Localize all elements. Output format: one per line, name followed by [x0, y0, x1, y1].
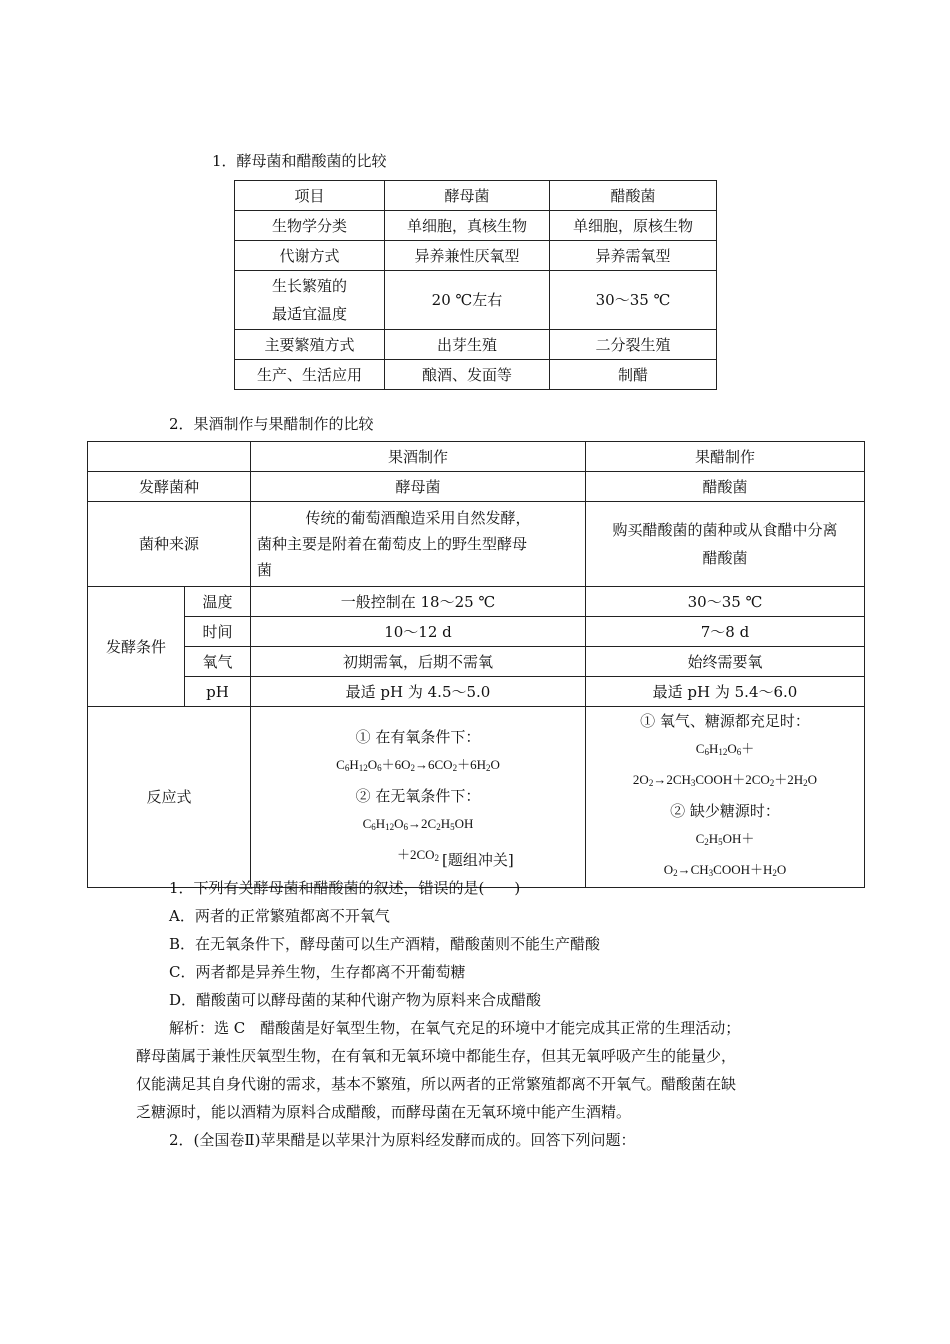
table-row [88, 587, 865, 617]
table-cell: 30～35 ℃ [550, 271, 717, 330]
table-row [88, 502, 865, 587]
table-cell: 10～12 d [251, 617, 586, 647]
table-cell [586, 502, 865, 587]
table-cell: 二分裂生殖 [550, 330, 717, 360]
analysis-line: 仅能满足其自身代谢的需求，基本不繁殖，所以两者的正常繁殖都离不开氧气。醋酸菌在缺 [136, 1075, 737, 1093]
reaction-cell [586, 707, 865, 888]
empty-corner-cell [88, 442, 251, 472]
table-header-cell: 醋酸菌 [550, 181, 717, 211]
table-header-cell: 果醋制作 [586, 442, 865, 472]
row-label: 发酵条件 [88, 587, 185, 707]
analysis-line: 乏糖源时，能以酒精为原料合成醋酸，而酵母菌在无氧环境中能产生酒精。 [136, 1103, 632, 1121]
row-label-line: 生长繁殖的 [271, 277, 347, 295]
table-cell: 异养需氧型 [550, 241, 717, 271]
table-cell [251, 502, 586, 587]
row-label: 主要繁殖方式 [235, 330, 385, 360]
option-c: C．两者都是异养生物，生存都离不开葡萄糖 [169, 963, 466, 981]
table-cell: 最适 pH 为 4.5～5.0 [251, 677, 586, 707]
table-header-cell: 酵母菌 [385, 181, 550, 211]
table-cell: 7～8 d [586, 617, 865, 647]
row-label: 代谢方式 [235, 241, 385, 271]
table-cell: 初期需氧，后期不需氧 [251, 647, 586, 677]
row-label-line: 最适宜温度 [271, 305, 347, 323]
reaction-cell [251, 707, 586, 888]
table-cell: 单细胞，原核生物 [550, 211, 717, 241]
reaction-line: ① 在有氧条件下： $C_6H_{12}O_6+6O_2\to 6CO_2+6H_2O$ [336, 727, 500, 773]
table-cell: 醋酸菌 [586, 472, 865, 502]
row-label: 菌种来源 [88, 502, 251, 587]
table-header-cell: 项目 [235, 181, 385, 211]
reaction-line: $+2CO_2$ [396, 846, 440, 863]
row-label: 发酵菌种 [88, 472, 251, 502]
table-row [235, 271, 717, 330]
table-cell: 最适 pH 为 5.4～6.0 [586, 677, 865, 707]
cell-line: 购买醋酸菌的菌种或从食醋中分离 [612, 521, 838, 539]
sub-label: 氧气 [185, 647, 251, 677]
table-row [88, 647, 865, 677]
table-row [235, 360, 717, 390]
table-cell: 制醋 [550, 360, 717, 390]
option-b: B．在无氧条件下，酵母菌可以生产酒精，醋酸菌则不能生产醋酸 [169, 935, 601, 953]
table-cell: 20 ℃左右 [385, 271, 550, 330]
section2-heading: 2．果酒制作与果醋制作的比较 [169, 415, 374, 433]
option-a: A．两者的正常繁殖都离不开氧气 [169, 907, 390, 925]
row-label: 生产、生活应用 [235, 360, 385, 390]
practice-title: [题组冲关] [442, 851, 514, 869]
sub-label: 时间 [185, 617, 251, 647]
table-cell: 酿酒、发面等 [385, 360, 550, 390]
table-row [235, 330, 717, 360]
row-label: 生物学分类 [235, 211, 385, 241]
table-row [88, 472, 865, 502]
row-label: 反应式 [88, 707, 251, 888]
analysis-line: 解析：选 C 醋酸菌是好氧型生物，在氧气充足的环境中才能完成其正常的生理活动； [169, 1019, 741, 1037]
reaction-line: ① 氧气、糖源都充足时： $C_6H_{12}O_6+$ [640, 712, 810, 757]
yeast-aceto-comparison-table [234, 180, 717, 390]
table-row [88, 677, 865, 707]
wine-vinegar-comparison-table [87, 441, 865, 888]
option-d: D．醋酸菌可以酵母菌的某种代谢产物为原料来合成醋酸 [169, 991, 542, 1009]
question-1: 1．下列有关酵母菌和醋酸菌的叙述，错误的是( ) [169, 879, 521, 897]
table-cell: 单细胞，真核生物 [385, 211, 550, 241]
table-cell: 始终需要氧 [586, 647, 865, 677]
sub-label: 温度 [185, 587, 251, 617]
table-header-row [88, 442, 865, 472]
table-row [88, 617, 865, 647]
table-cell: 30～35 ℃ [586, 587, 865, 617]
question-2: 2．(全国卷Ⅱ)苹果醋是以苹果汁为原料经发酵而成的。回答下列问题： [169, 1131, 636, 1149]
reaction-line: $2O_2\to 2CH_3COOH+2CO_2+2H_2O$ [632, 772, 818, 788]
table-cell: 酵母菌 [251, 472, 586, 502]
section1-heading: 1．酵母菌和醋酸菌的比较 [212, 152, 387, 170]
reaction-line: ② 缺少糖源时： $C_2H_5OH+$ [670, 802, 780, 847]
cell-line: 菌种主要是附着在葡萄皮上的野生型酵母 [257, 535, 528, 553]
reaction-line: $O_2\to CH_3COOH+H_2O$ [663, 862, 787, 878]
cell-line: 醋酸菌 [702, 549, 748, 567]
table-header-cell: 果酒制作 [251, 442, 586, 472]
table-cell: 异养兼性厌氧型 [385, 241, 550, 271]
cell-line: 传统的葡萄酒酿造采用自然发酵， [305, 509, 531, 527]
sub-label: pH [185, 677, 251, 707]
table-cell: 一般控制在 18～25 ℃ [251, 587, 586, 617]
cell-line: 菌 [257, 561, 273, 579]
table-row [235, 241, 717, 271]
row-label [235, 271, 385, 330]
table-row [235, 211, 717, 241]
table-cell: 出芽生殖 [385, 330, 550, 360]
table-header-row [235, 181, 717, 211]
reaction-line: ② 在无氧条件下： $C_6H_{12}O_6\to 2C_2H_5OH$ [355, 786, 481, 832]
analysis-line: 酵母菌属于兼性厌氧型生物，在有氧和无氧环境中都能生存，但其无氧呼吸产生的能量少， [136, 1047, 737, 1065]
